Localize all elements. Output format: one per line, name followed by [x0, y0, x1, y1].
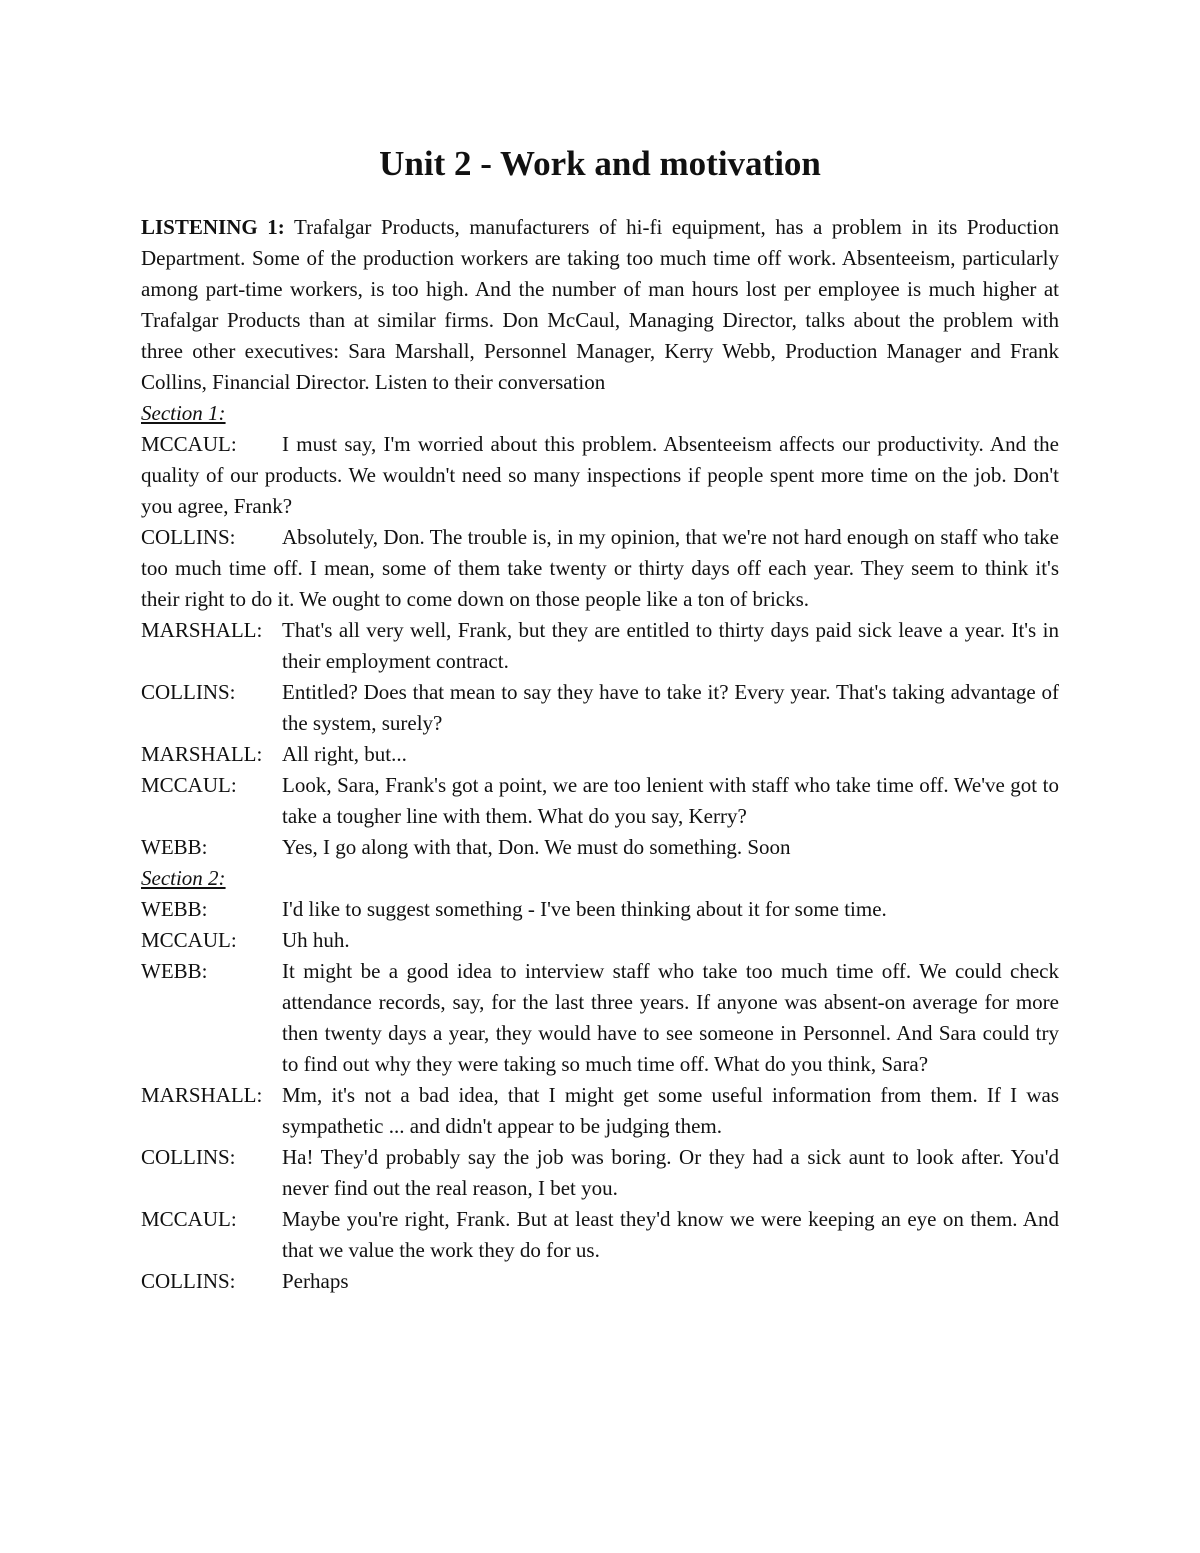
speaker-label: COLLINS: [141, 525, 236, 549]
document-page [141, 140, 1059, 1297]
dialogue-line [141, 770, 1059, 832]
dialogue-line [141, 739, 1059, 770]
speech-text: Uh huh. [282, 928, 350, 952]
document-title: Unit 2 - Work and motivation [379, 144, 821, 183]
speaker-label: COLLINS: [141, 1145, 236, 1169]
dialogue-line [141, 832, 1059, 863]
dialogue-line [141, 1080, 1059, 1142]
speaker-label: MCCAUL: [141, 1207, 237, 1231]
speaker-label: WEBB: [141, 835, 208, 859]
speech-text: Ha! They'd probably say the job was boring. Or they had a sick aunt to look after. You'd never find out the real reason, I bet you. [282, 1145, 1059, 1200]
speech-text: Look, Sara, Frank's got a point, we are too lenient with staff who take time off. We've got to take a tougher line with them. What do you say, Kerry? [282, 773, 1059, 828]
dialogue-line [141, 1204, 1059, 1266]
speaker-label: MCCAUL: [141, 773, 237, 797]
speaker-label: MCCAUL: [141, 928, 237, 952]
section-1-heading: Section 1: [141, 401, 226, 425]
dialogue-line [141, 615, 1059, 677]
speech-text: Maybe you're right, Frank. But at least they'd know we were keeping an eye on them. And that we value the work they do for us. [282, 1207, 1059, 1262]
dialogue-line [141, 522, 1059, 615]
speaker-label: WEBB: [141, 897, 208, 921]
dialogue-line [141, 677, 1059, 739]
speech-text: Mm, it's not a bad idea, that I might get some useful information from them. If I was sympathetic ... and didn't appear to be judging them. [282, 1083, 1059, 1138]
speech-text: Absolutely, Don. The trouble is, in my opinion, that we're not hard enough on staff who take too much time off. I mean, some of them take twenty or thirty days off each year. They seem to think it's their right to do it. We ought to come down on those people like a ton of bricks. [141, 525, 1059, 611]
speaker-label: MARSHALL: [141, 742, 263, 766]
speech-text: That's all very well, Frank, but they are entitled to thirty days paid sick leave a year. It's in their employment contract. [282, 618, 1059, 673]
speech-text: Perhaps [282, 1269, 349, 1293]
dialogue-line [141, 1266, 1059, 1297]
speaker-label: MARSHALL: [141, 618, 263, 642]
speech-text: It might be a good idea to interview staff who take too much time off. We could check attendance records, say, for the last three years. If anyone was absent-on average for more then twenty days a year, they would have to see someone in Personnel. And Sara could try to find out why they were taking so much time off. What do you think, Sara? [282, 959, 1059, 1076]
speaker-label: COLLINS: [141, 680, 236, 704]
dialogue-line [141, 956, 1059, 1080]
section-2-heading: Section 2: [141, 866, 226, 890]
speaker-label: COLLINS: [141, 1269, 236, 1293]
dialogue-line [141, 429, 1059, 522]
speaker-label: WEBB: [141, 959, 208, 983]
speech-text: Yes, I go along with that, Don. We must do something. Soon [282, 835, 791, 859]
intro-text: Trafalgar Products, manufacturers of hi-fi equipment, has a problem in its Production Department. Some of the production workers are taking too much time off work. Absenteeism, particularly among part-time workers, is too high. And the number of man hours lost per employee is much higher at Trafalgar Products than at similar firms. Don McCaul, Managing Director, talks about the problem with three other executives: Sara Marshall, Personnel Manager, Kerry Webb, Production Manager and Frank Collins, Financial Director. Listen to their conversation [141, 215, 1059, 394]
speech-text: Entitled? Does that mean to say they have to take it? Every year. That's taking advantage of the system, surely? [282, 680, 1059, 735]
speech-text: All right, but... [282, 742, 407, 766]
speaker-label: MCCAUL: [141, 432, 237, 456]
intro-label: LISTENING 1: [141, 215, 285, 239]
speaker-label: MARSHALL: [141, 1083, 263, 1107]
dialogue-line [141, 925, 1059, 956]
speech-text: I must say, I'm worried about this problem. Absenteeism affects our productivity. And the quality of our products. We wouldn't need so many inspections if people spent more time on the job. Don't you agree, Frank? [141, 432, 1059, 518]
dialogue-line [141, 894, 1059, 925]
intro-paragraph [141, 212, 1059, 398]
speech-text: I'd like to suggest something - I've been thinking about it for some time. [282, 897, 887, 921]
dialogue-line [141, 1142, 1059, 1204]
